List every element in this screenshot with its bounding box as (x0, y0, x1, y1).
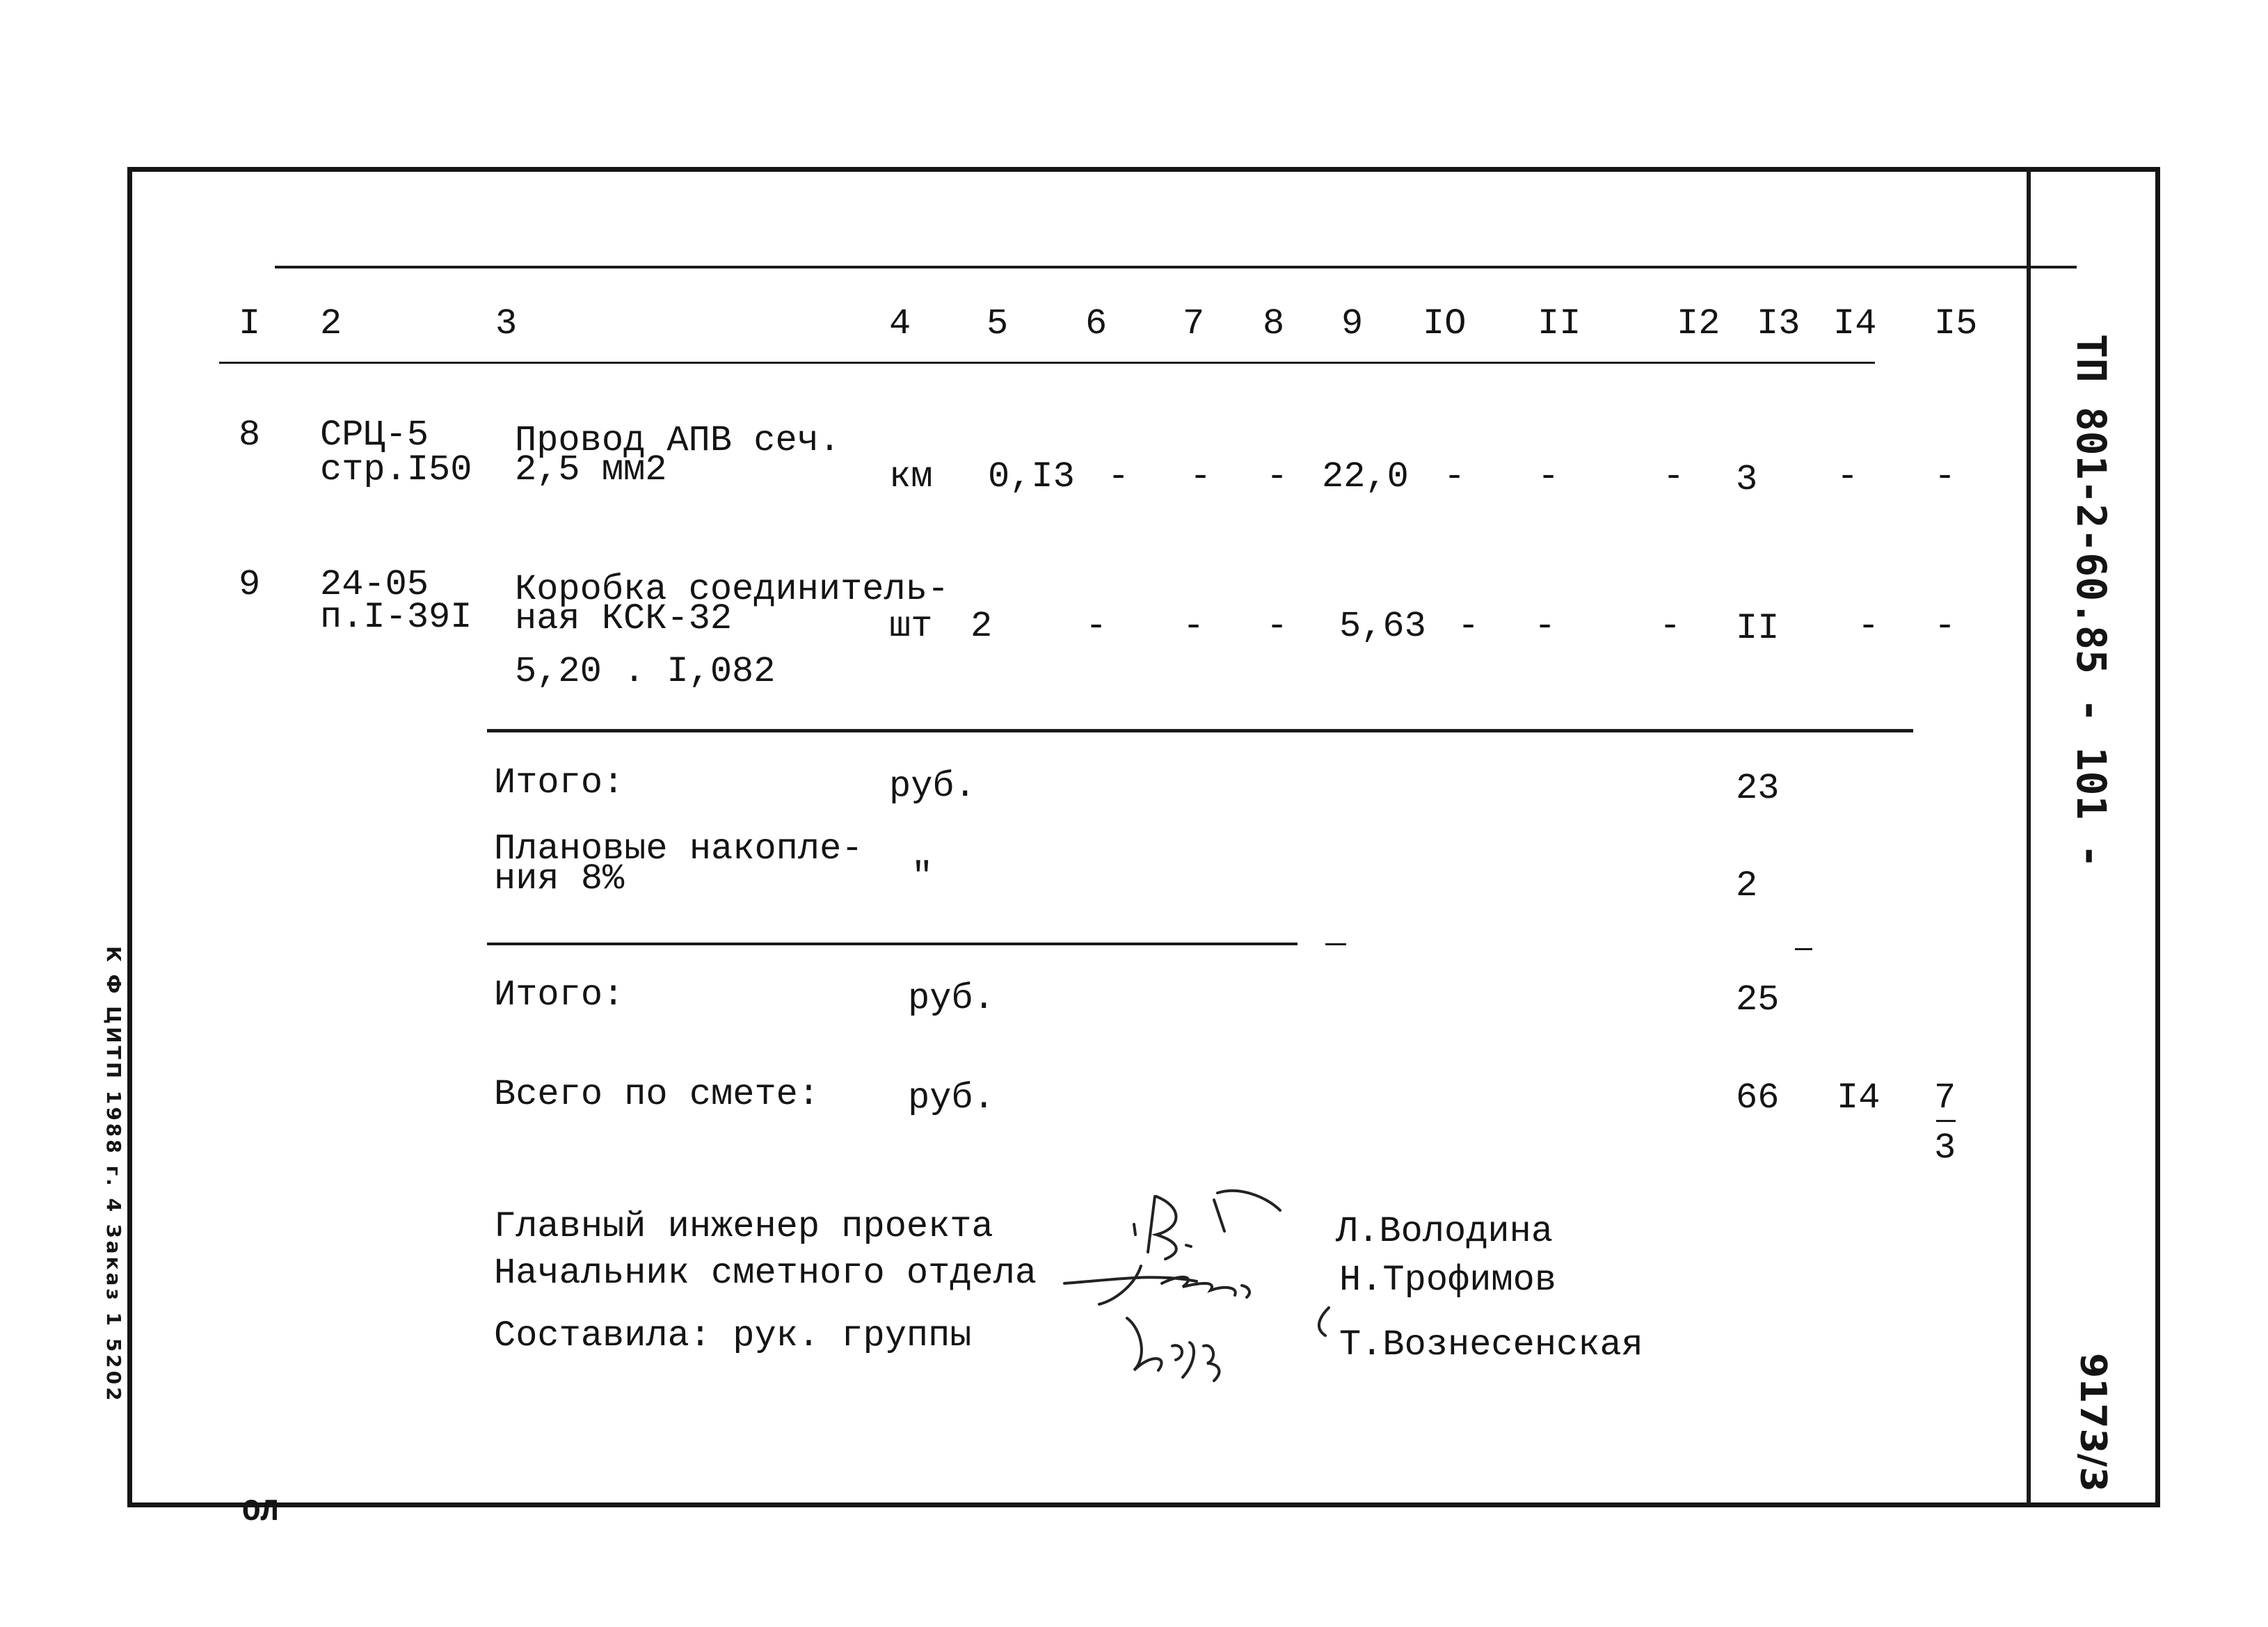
header-col-5: 5 (987, 303, 1009, 344)
row-9-number: 9 (239, 564, 261, 605)
header-col-12: I2 (1677, 303, 1720, 344)
stamp-column-divider (2027, 167, 2031, 1506)
grand-total-col15-fraction-bar (1936, 1120, 1956, 1122)
grand-total-col14: I4 (1837, 1077, 1880, 1119)
sheet-number: 9173/3 (2072, 1353, 2114, 1492)
total-2-value: 25 (1736, 979, 1780, 1020)
row-8-col13: 3 (1736, 459, 1758, 500)
grand-total-col15-bottom: 3 (1934, 1128, 1956, 1169)
row-8-number: 8 (239, 415, 261, 456)
grand-total-label: Всего по смете: (494, 1074, 820, 1115)
header-bottom-line (219, 362, 1875, 364)
header-col-8: 8 (1263, 303, 1285, 344)
header-col-2: 2 (320, 303, 342, 344)
row-8-unit: км (889, 456, 933, 497)
planned-savings-value: 2 (1736, 865, 1758, 906)
row-8-col15: - (1934, 456, 1956, 497)
total-1-unit: руб. (889, 766, 976, 807)
signature-4-scribble (1319, 1308, 1329, 1336)
row-8-col11: - (1538, 456, 1560, 497)
grand-total-unit: руб. (908, 1077, 995, 1119)
grand-total-col15-top: 7 (1934, 1077, 1956, 1119)
header-col-4: 4 (889, 303, 911, 344)
totals-divider-line (487, 943, 1297, 945)
row-8-col5: 0,I3 (988, 456, 1075, 497)
row-9-col11: - (1534, 606, 1556, 647)
row-9-ref-line-2: п.I-39I (320, 597, 472, 638)
header-col-3: 3 (495, 303, 518, 344)
row-8-col10: - (1444, 456, 1466, 497)
signature-1-scribble (1134, 1191, 1280, 1259)
row-9-col12: - (1659, 606, 1682, 647)
row-9-col5: 2 (971, 606, 993, 647)
header-col-11: II (1538, 303, 1581, 344)
stamp-code: ТП 801-2-60.85 - 101 - (2068, 334, 2115, 869)
row-9-ref-line-1: 24-05 (320, 564, 429, 605)
planned-savings-label-line-1: Плановые накопле- (494, 828, 863, 869)
row-9-col15: - (1934, 606, 1956, 647)
row-8-col8: - (1266, 456, 1288, 497)
total-1-value: 23 (1736, 768, 1780, 809)
row-8-col6: - (1108, 456, 1130, 497)
row-8-name-line-1: Провод АПВ сеч. (515, 420, 841, 461)
grand-total-col13: 66 (1736, 1077, 1780, 1119)
signature-3-role: Составила: рук. группы (494, 1315, 972, 1356)
signature-3-name: Т.Вознесенская (1339, 1324, 1643, 1365)
signature-1-name: Л.Володина (1336, 1211, 1554, 1252)
header-col-14: I4 (1833, 303, 1877, 344)
total-2-unit: руб. (908, 978, 995, 1019)
row-9-col7: - (1183, 606, 1205, 647)
row-8-ref-line-1: СРЦ-5 (320, 415, 429, 456)
row-8-col7: - (1190, 456, 1212, 497)
row-9-name-line-1: Коробка соединитель- (515, 569, 950, 610)
header-col-13: I3 (1757, 303, 1800, 344)
row-8-col9: 22,0 (1322, 456, 1409, 497)
planned-savings-unit: " (911, 856, 934, 897)
planned-savings-label-line-2: ния 8% (494, 858, 625, 899)
row-9-unit: шт (889, 606, 933, 647)
header-col-15: I5 (1934, 303, 1978, 344)
row-8-name-line-2: 2,5 мм2 (515, 449, 667, 490)
header-col-1: I (239, 303, 261, 344)
header-col-7: 7 (1183, 303, 1205, 344)
row-9-name-line-2: ная КСК-32 (515, 598, 733, 639)
totals-divider-dash-2 (1795, 948, 1812, 950)
handwritten-signatures (974, 1169, 1364, 1405)
signature-2-scribble (1064, 1266, 1249, 1304)
total-2-label: Итого: (494, 975, 625, 1016)
row-8-ref-line-2: стр.I50 (320, 449, 472, 490)
header-col-9: 9 (1341, 303, 1364, 344)
signature-2-name: Н.Трофимов (1339, 1260, 1557, 1301)
row-9-col6: - (1085, 606, 1108, 647)
bottom-mark: ОЛ (242, 1495, 279, 1530)
row-9-col8: - (1266, 606, 1288, 647)
row-9-calc: 5,20 . I,082 (515, 651, 776, 692)
header-col-6: 6 (1085, 303, 1108, 344)
margin-print-note: К Ф ЦИТП 1988 г. 4 Заказ 1 5202 (102, 946, 125, 1404)
header-top-line (275, 266, 2077, 269)
signature-1-role: Главный инженер проекта (494, 1206, 993, 1247)
row-9-col10: - (1458, 606, 1480, 647)
items-divider-line (487, 729, 1913, 732)
signature-2-role: Начальник сметного отдела (494, 1253, 1037, 1294)
signature-3-scribble (1127, 1318, 1219, 1381)
row-9-col13: II (1736, 608, 1780, 649)
row-8-col12: - (1663, 456, 1685, 497)
row-9-col9: 5,63 (1339, 606, 1426, 647)
row-9-col14: - (1858, 606, 1880, 647)
row-8-col14: - (1837, 456, 1859, 497)
total-1-label: Итого: (494, 762, 625, 803)
header-col-10: IO (1423, 303, 1467, 344)
totals-divider-dash-1 (1325, 943, 1346, 945)
